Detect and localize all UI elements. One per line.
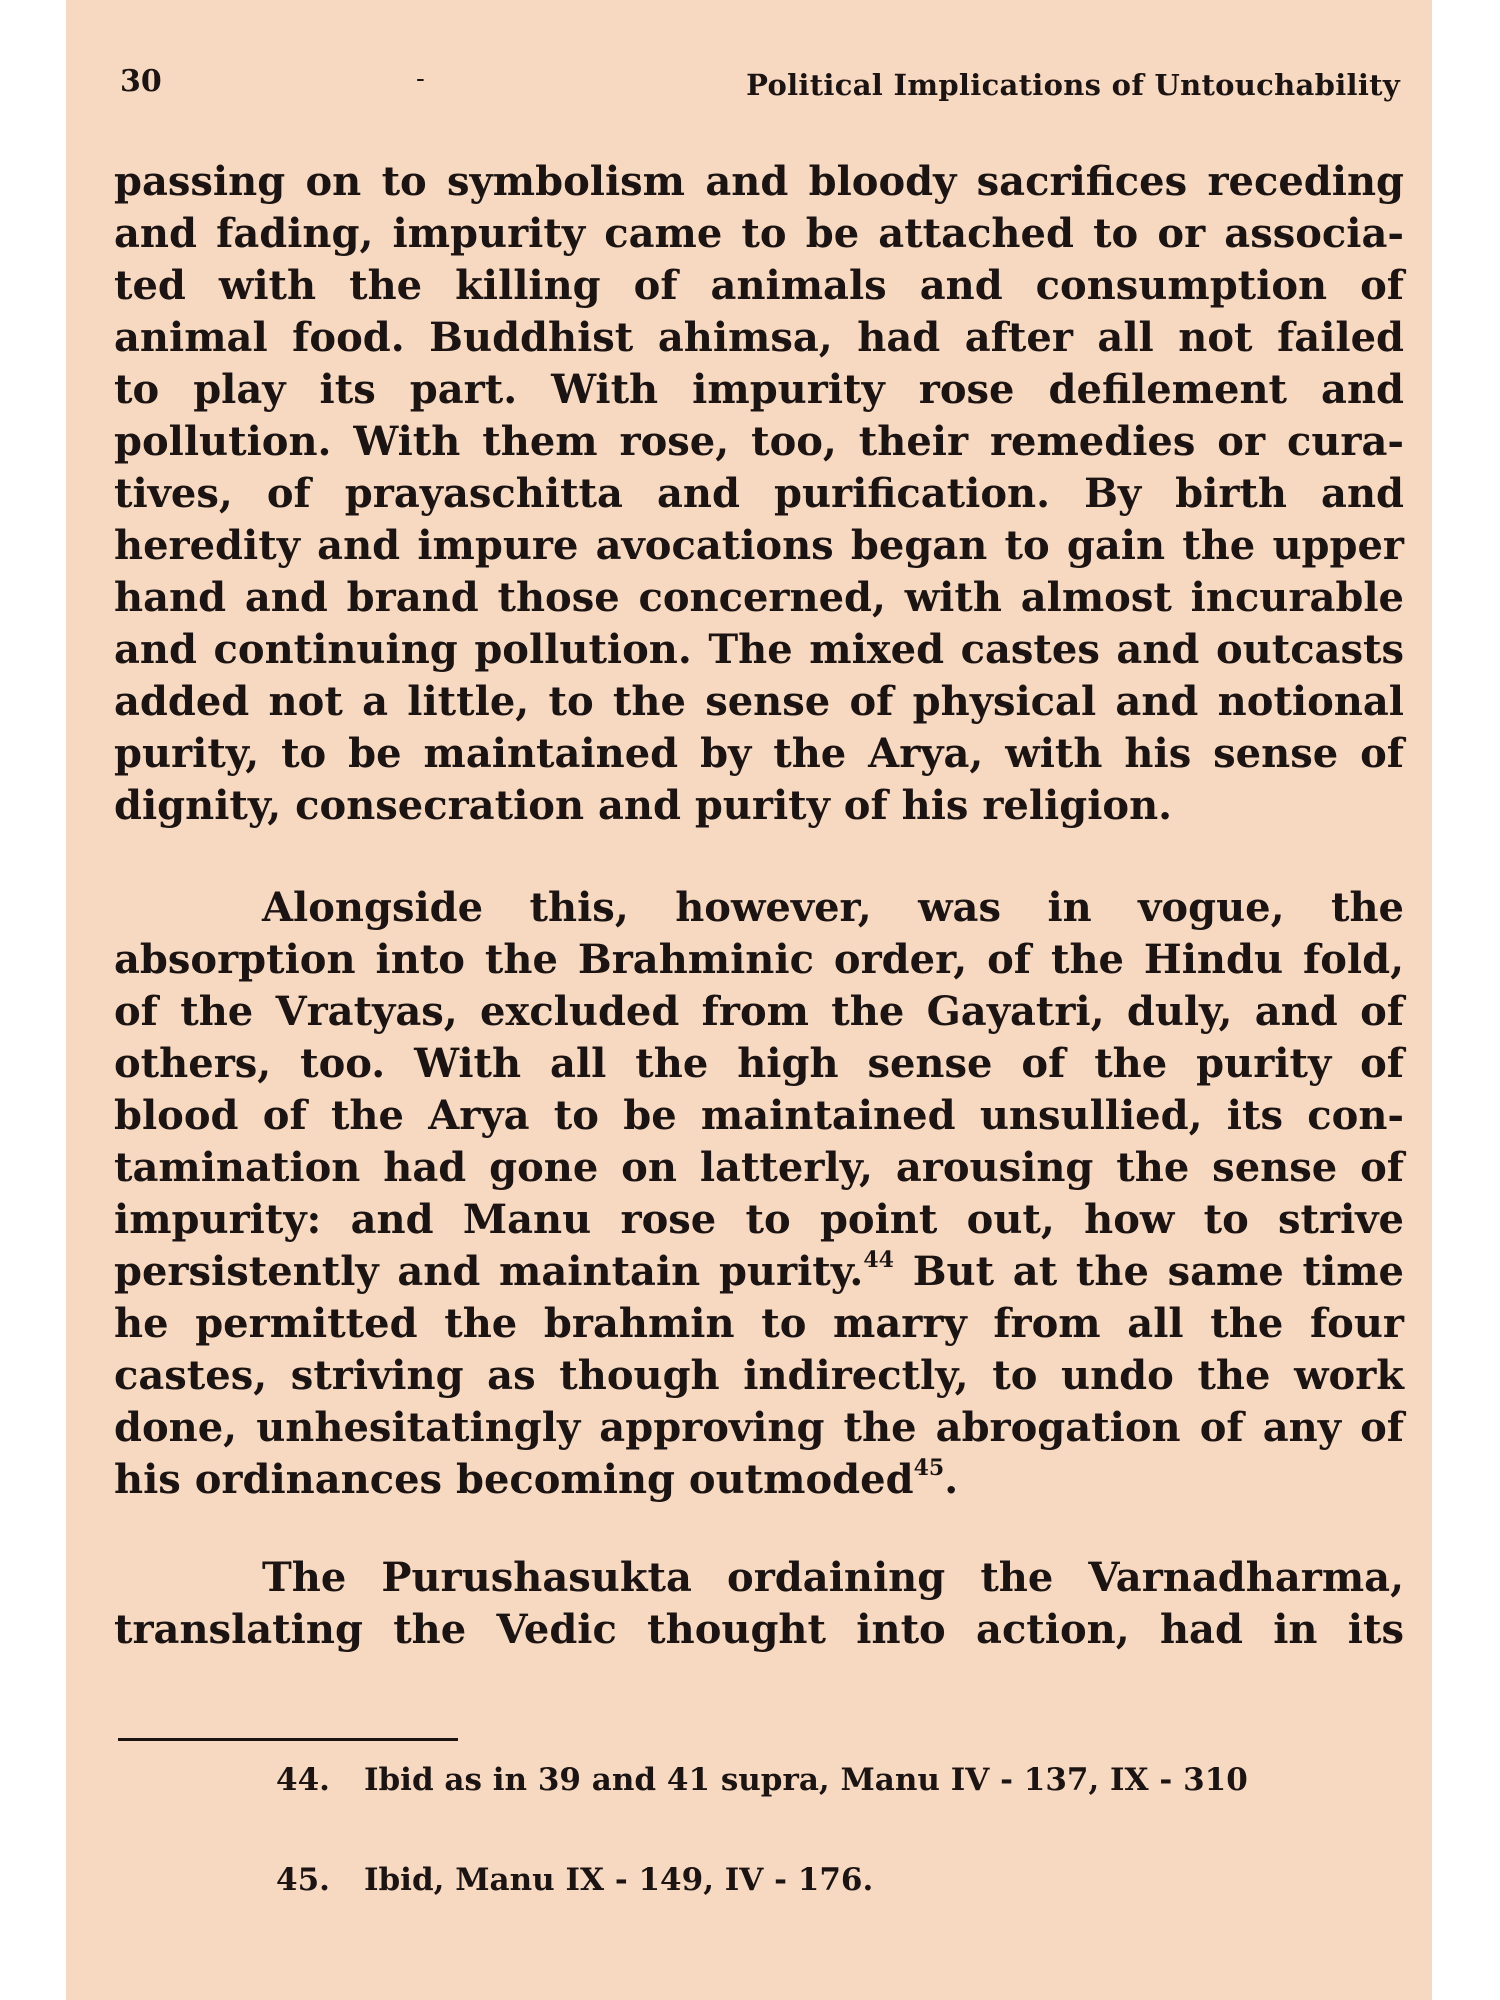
book-page bbox=[66, 0, 1432, 2000]
footnote-divider bbox=[118, 1738, 458, 1741]
text-line: others, too. With all the high sense of the purity of bbox=[114, 1040, 1404, 1087]
footnote-number: 45. bbox=[276, 1862, 330, 1898]
text-line: dignity, consecration and purity of his religion. bbox=[114, 782, 1173, 829]
header-dash: - bbox=[416, 64, 425, 94]
text-line: of the Vratyas, excluded from the Gayatri, duly, and of bbox=[114, 988, 1404, 1035]
page-number: 30 bbox=[120, 64, 162, 99]
text-line: translating the Vedic thought into action, had in its bbox=[114, 1606, 1404, 1653]
text-line: added not a little, to the sense of physical and notional bbox=[114, 678, 1404, 725]
text-line: animal food. Buddhist ahimsa, had after all not failed bbox=[114, 314, 1404, 361]
text-line: and continuing pollution. The mixed castes and outcasts bbox=[114, 626, 1404, 673]
text-segment: persistently and maintain purity. bbox=[114, 1248, 864, 1295]
text-line: The Purushasukta ordaining the Varnadharma, bbox=[262, 1554, 1404, 1601]
paragraph-2 bbox=[114, 882, 1404, 1506]
text-line: heredity and impure avocations began to gain the upper bbox=[114, 522, 1404, 569]
text-line: done, unhesitatingly approving the abrogation of any of bbox=[114, 1404, 1404, 1451]
text-line: absorption into the Brahminic order, of the Hindu fold, bbox=[114, 936, 1404, 983]
paragraph-1 bbox=[114, 156, 1404, 832]
text-line: ted with the killing of animals and consumption of bbox=[114, 262, 1404, 309]
text-line: impurity: and Manu rose to point out, how to strive bbox=[114, 1196, 1404, 1243]
footnote-45 bbox=[276, 1862, 873, 1898]
text-line: blood of the Arya to be maintained unsullied, its con- bbox=[114, 1092, 1404, 1139]
footnote-text: Ibid, Manu IX - 149, IV - 176. bbox=[364, 1862, 874, 1898]
paragraph-3 bbox=[114, 1552, 1404, 1656]
text-line: to play its part. With impurity rose defilement and bbox=[114, 366, 1404, 413]
footnote-text: Ibid as in 39 and 41 supra, Manu IV - 137, IX - 310 bbox=[364, 1762, 1248, 1798]
text-segment: . bbox=[944, 1456, 959, 1503]
text-segment: his ordinances becoming outmoded bbox=[114, 1456, 914, 1503]
text-line: pollution. With them rose, too, their remedies or cura- bbox=[114, 418, 1404, 465]
footnote-ref-45: 45 bbox=[913, 1455, 945, 1481]
text-line: purity, to be maintained by the Arya, with his sense of bbox=[114, 730, 1404, 777]
text-line bbox=[114, 1454, 1404, 1506]
text-line: hand and brand those concerned, with almost incurable bbox=[114, 574, 1404, 621]
text-line: Alongside this, however, was in vogue, the bbox=[262, 884, 1404, 931]
footnote-ref-44: 44 bbox=[863, 1247, 894, 1273]
footnote-44 bbox=[276, 1762, 1248, 1798]
text-line: he permitted the brahmin to marry from all the four bbox=[114, 1300, 1404, 1347]
body-text bbox=[114, 156, 1404, 1653]
text-segment: But at the same time bbox=[893, 1248, 1404, 1295]
text-line bbox=[114, 1246, 1404, 1298]
text-line: passing on to symbolism and bloody sacrifices receding bbox=[114, 158, 1404, 205]
text-line: castes, striving as though indirectly, to undo the work bbox=[114, 1352, 1404, 1399]
page-header bbox=[120, 64, 1400, 114]
text-line: and fading, impurity came to be attached to or associa- bbox=[114, 210, 1404, 257]
footnote-number: 44. bbox=[276, 1762, 330, 1798]
text-line: tives, of prayaschitta and purification. By birth and bbox=[114, 470, 1404, 517]
text-line: tamination had gone on latterly, arousing the sense of bbox=[114, 1144, 1404, 1191]
running-head: Political Implications of Untouchability bbox=[746, 68, 1400, 102]
